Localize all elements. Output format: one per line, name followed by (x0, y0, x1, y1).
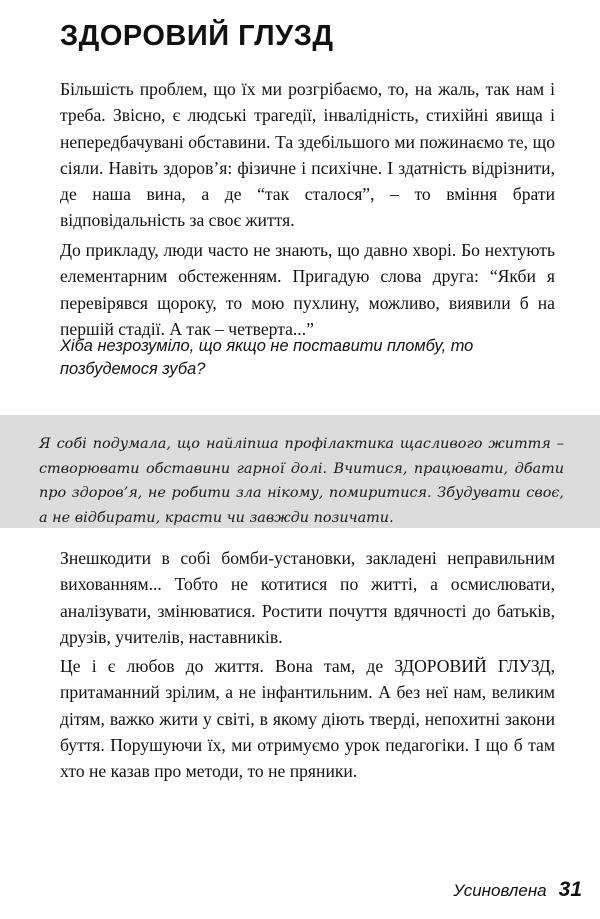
italic-question: Хіба незрозуміло, що якщо не поставити пломбу, то позбудемося зуба? (60, 337, 474, 378)
running-footer-title: Усиновлена (453, 881, 547, 900)
handwritten-quote: Я собі подумала, що найліпша профілактика щасливого життя – створювати обставини гарної долі. Вчитися, працювати, дбати про здоров’я, не робити зла нікому, помиритися. Збудувати своє, а не відбирати, красти чи завжди позичати. (39, 436, 564, 526)
chapter-title: ЗДОРОВИЙ ГЛУЗД (60, 20, 334, 52)
quote-box (0, 415, 600, 528)
page-footer (453, 878, 582, 902)
page-number: 31 (558, 878, 582, 901)
paragraph-2: До прикладу, люди часто не знають, що давно хворі. Бо нехтують елементарним обстеженням. Пригадую слова друга: “Якби я перевірявся щороку, то мою пухлину, можливо, виявили б на першій стадії. А так – четверта...” (60, 240, 555, 339)
paragraph-3: Знешкодити в собі бомби-установки, закладені неправильним вихованням... Тобто не котитися по житті, а осмислювати, аналізувати, змінюватися. Ростити почуття вдячності до батьків, друзів, учителів, наставників. (60, 548, 555, 647)
paragraph-4: Це і є любов до життя. Вона там, де ЗДОРОВИЙ ГЛУЗД, притаманний зрілим, а не інфантильним. А без неї нам, великим дітям, важко жити у світі, в якому діють тверді, непохитні закони буття. Порушуючи їх, ми отримуємо урок педагогіки. І що б там хто не казав про методи, то не пряники. (60, 656, 555, 782)
paragraph-1: Більшість проблем, що їх ми розгрібаємо, то, на жаль, так нам і треба. Звісно, є людські трагедії, інвалідність, стихійні явища і непередбачувані обставини. Та здебільшого ми пожинаємо те, що сіяли. Навіть здоров’я: фізичне і психічне. І здатність відрізнити, де наша вина, а де “так сталося”, – то вміння брати відповідальність за своє життя. (60, 79, 555, 231)
